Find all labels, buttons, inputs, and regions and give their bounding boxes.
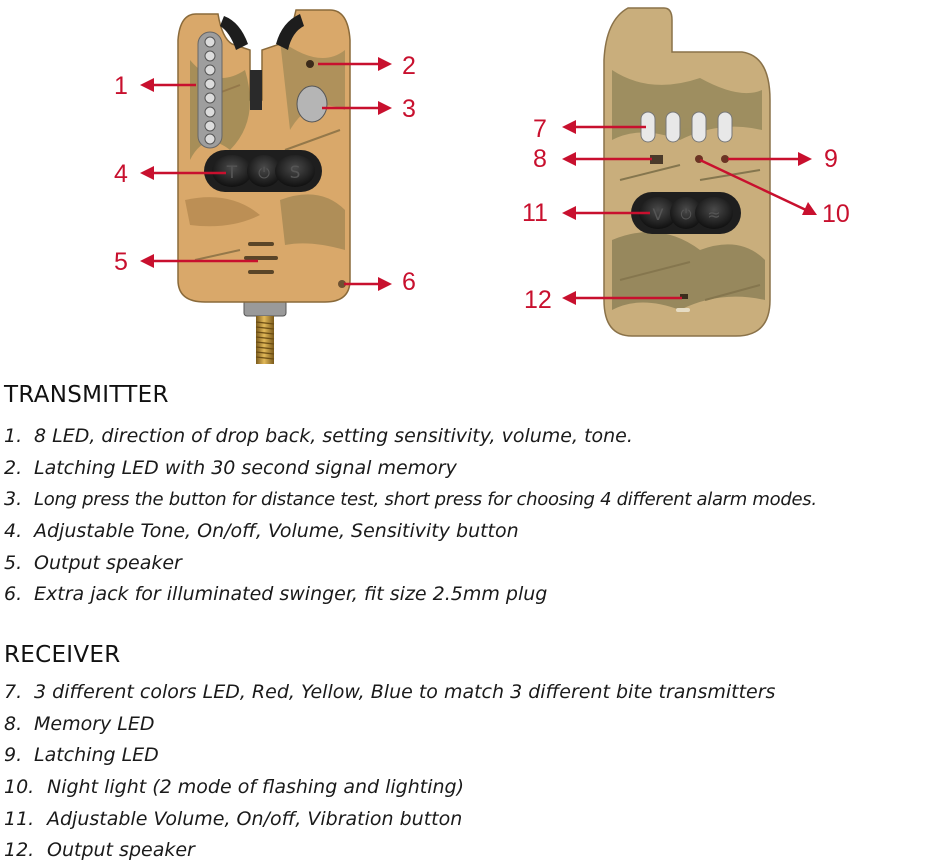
svg-text:11: 11 bbox=[522, 199, 548, 227]
item-text: Memory LED bbox=[34, 712, 155, 735]
item-number: 5. bbox=[4, 551, 23, 574]
list-item bbox=[4, 740, 775, 772]
item-number: 7. bbox=[4, 681, 23, 703]
list-item bbox=[4, 516, 817, 548]
receiver-power-button-label: ⏻ bbox=[680, 207, 692, 223]
item-text: 8 LED, direction of drop back, setting sensitivity, volume, tone. bbox=[34, 425, 633, 447]
list-item bbox=[4, 835, 775, 867]
svg-text:3: 3 bbox=[402, 95, 416, 123]
transmitter-feature-list bbox=[4, 421, 817, 611]
svg-text:8: 8 bbox=[533, 145, 547, 173]
item-text: Output speaker bbox=[47, 839, 195, 862]
svg-text:9: 9 bbox=[824, 145, 838, 173]
item-text: Adjustable Volume, On/off, Vibration button bbox=[47, 807, 463, 830]
item-text: Latching LED bbox=[34, 744, 159, 767]
item-text: 3 different colors LED, Red, Yellow, Blue to match 3 different bite transmitters bbox=[34, 681, 776, 703]
list-item bbox=[4, 677, 775, 709]
item-number: 3. bbox=[4, 488, 23, 511]
receiver-latching-led bbox=[721, 155, 729, 163]
svg-text:2: 2 bbox=[402, 52, 416, 80]
threaded-stud bbox=[244, 300, 286, 364]
mode-button[interactable] bbox=[297, 86, 327, 122]
item-number: 10. bbox=[4, 776, 35, 799]
list-item bbox=[4, 579, 817, 611]
list-item bbox=[4, 804, 775, 836]
transmitter-title: TRANSMITTER bbox=[4, 382, 169, 408]
item-number: 6. bbox=[4, 583, 23, 606]
list-item bbox=[4, 772, 775, 804]
list-item bbox=[4, 709, 775, 741]
receiver-feature-list bbox=[4, 677, 775, 867]
svg-text:12: 12 bbox=[524, 286, 552, 314]
sensitivity-button-label: S bbox=[289, 163, 301, 183]
svg-text:7: 7 bbox=[533, 115, 547, 143]
product-diagram bbox=[0, 0, 940, 370]
svg-text:10: 10 bbox=[822, 200, 850, 228]
receiver-title: RECEIVER bbox=[4, 642, 121, 668]
power-button-label: ⏻ bbox=[258, 164, 270, 182]
item-number: 11. bbox=[4, 807, 35, 830]
latching-led bbox=[306, 60, 314, 68]
item-text: Long press the button for distance test, short press for choosing 4 different alarm modes. bbox=[34, 489, 817, 511]
item-text: Extra jack for illuminated swinger, fit size 2.5mm plug bbox=[34, 583, 548, 606]
receiver-speaker-slot bbox=[676, 308, 690, 312]
list-item bbox=[4, 484, 817, 516]
item-number: 2. bbox=[4, 456, 23, 479]
svg-text:6: 6 bbox=[402, 268, 416, 296]
item-number: 4. bbox=[4, 520, 23, 543]
item-number: 8. bbox=[4, 712, 23, 735]
item-text: Night light (2 mode of flashing and lighting) bbox=[47, 776, 465, 799]
list-item bbox=[4, 548, 817, 580]
list-item bbox=[4, 453, 817, 485]
item-text: Output speaker bbox=[34, 551, 182, 574]
volume-button-label: V bbox=[652, 205, 664, 224]
item-number: 1. bbox=[4, 425, 23, 447]
svg-text:1: 1 bbox=[114, 72, 128, 100]
item-number: 12. bbox=[4, 839, 35, 862]
receiver-device bbox=[604, 8, 770, 336]
svg-text:5: 5 bbox=[114, 248, 128, 276]
svg-text:4: 4 bbox=[114, 160, 128, 188]
line-slot bbox=[250, 70, 262, 110]
item-text: Latching LED with 30 second signal memory bbox=[34, 456, 457, 479]
tone-button-label: T bbox=[226, 163, 238, 183]
item-text: Adjustable Tone, On/off, Volume, Sensitivity button bbox=[34, 520, 519, 543]
vibration-button-label: ≈ bbox=[707, 205, 721, 224]
callout-6 bbox=[344, 268, 416, 296]
item-number: 9. bbox=[4, 744, 23, 767]
list-item bbox=[4, 421, 817, 453]
